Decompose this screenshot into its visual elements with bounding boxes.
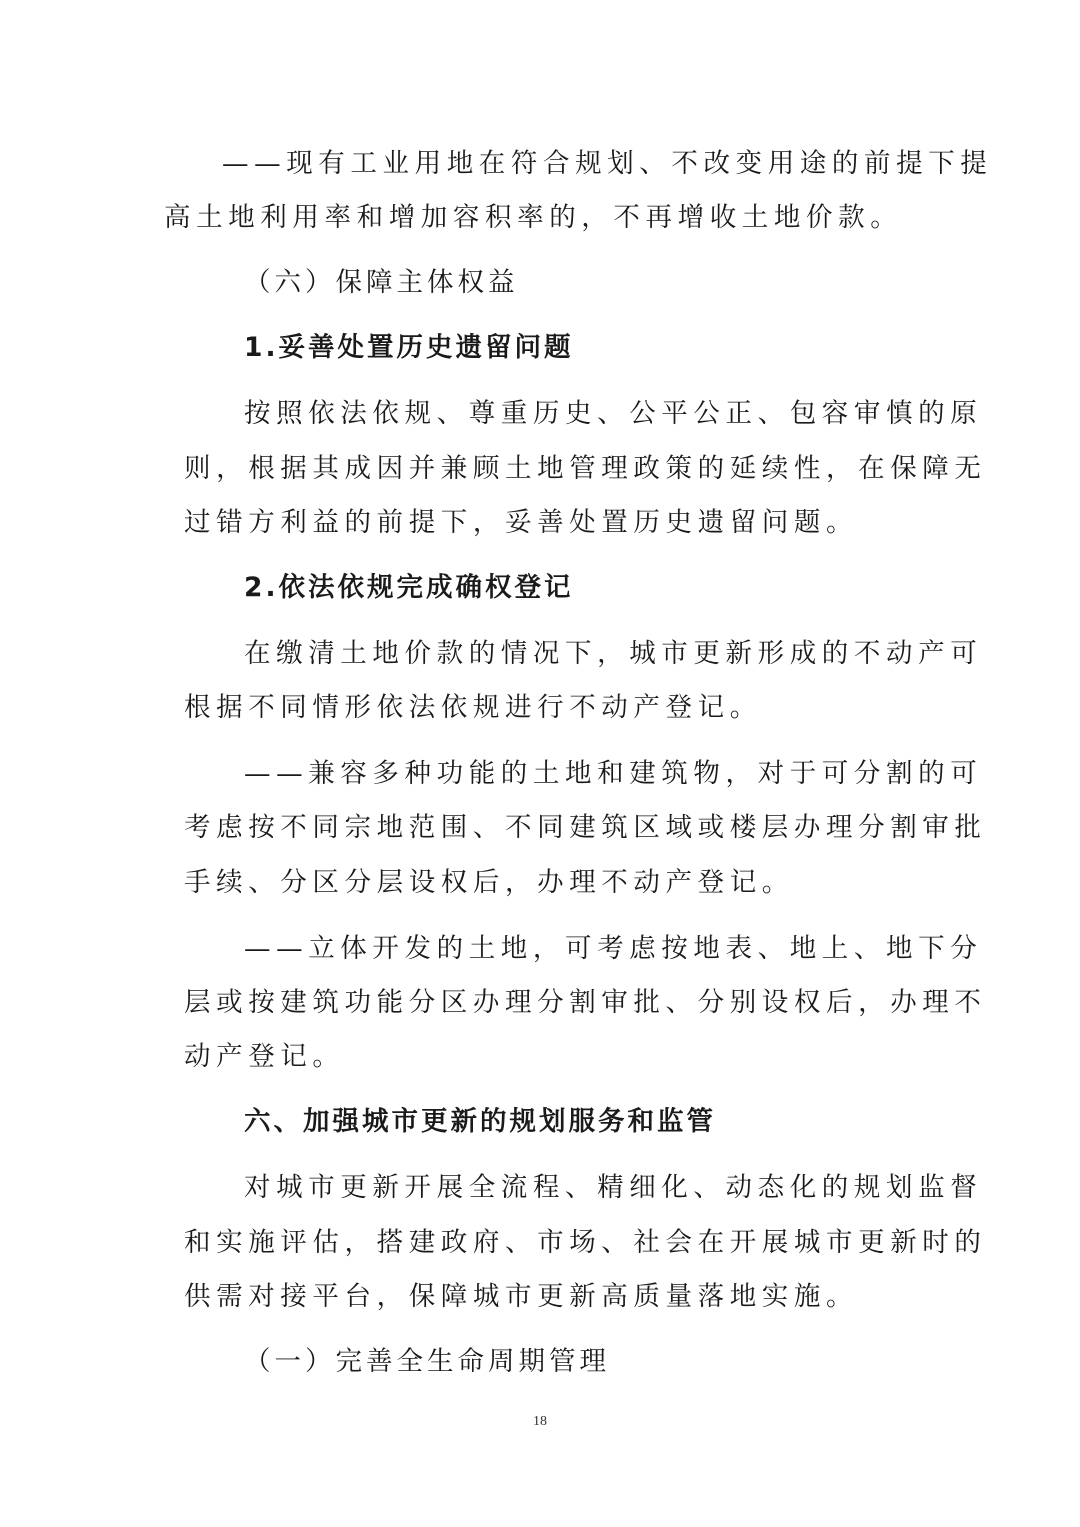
paragraph-line: ——立体开发的土地，可考虑按地表、地上、地下分 [244, 933, 983, 964]
paragraph-line: ——现有工业用地在符合规划、不改变用途的前提下提 [222, 148, 993, 179]
paragraph-line: 过错方利益的前提下，妥善处置历史遗留问题。 [184, 507, 859, 538]
paragraph-line: 和实施评估，搭建政府、市场、社会在开展城市更新时的 [184, 1227, 987, 1258]
paragraph-line: 对城市更新开展全流程、精细化、动态化的规划监督 [244, 1172, 983, 1203]
page-number: 18 [533, 1414, 547, 1429]
paragraph-line: 动产登记。 [184, 1041, 345, 1072]
paragraph-line: 层或按建筑功能分区办理分割审批、分别设权后，办理不 [184, 987, 987, 1018]
section-heading: 1.妥善处置历史遗留问题 [244, 332, 574, 363]
section-heading: 2.依法依规完成确权登记 [244, 572, 574, 603]
paragraph-line: 在缴清土地价款的情况下，城市更新形成的不动产可 [244, 638, 983, 669]
paragraph-line: ——兼容多种功能的土地和建筑物，对于可分割的可 [244, 758, 983, 789]
paragraph-line: 手续、分区分层设权后，办理不动产登记。 [184, 867, 794, 898]
paragraph-line: 考虑按不同宗地范围、不同建筑区域或楼层办理分割审批 [184, 812, 987, 843]
paragraph-line: 供需对接平台，保障城市更新高质量落地实施。 [184, 1281, 859, 1312]
section-subheading: （六）保障主体权益 [244, 267, 519, 298]
paragraph-line: 根据不同情形依法依规进行不动产登记。 [184, 692, 762, 723]
paragraph-line: 高土地利用率和增加容积率的，不再增收土地价款。 [164, 202, 903, 233]
paragraph-line: 则，根据其成因并兼顾土地管理政策的延续性，在保障无 [184, 453, 987, 484]
chapter-heading: 六、加强城市更新的规划服务和监管 [244, 1106, 716, 1137]
paragraph-line: 按照依法依规、尊重历史、公平公正、包容审慎的原 [244, 398, 983, 429]
section-subheading: （一）完善全生命周期管理 [244, 1346, 610, 1377]
